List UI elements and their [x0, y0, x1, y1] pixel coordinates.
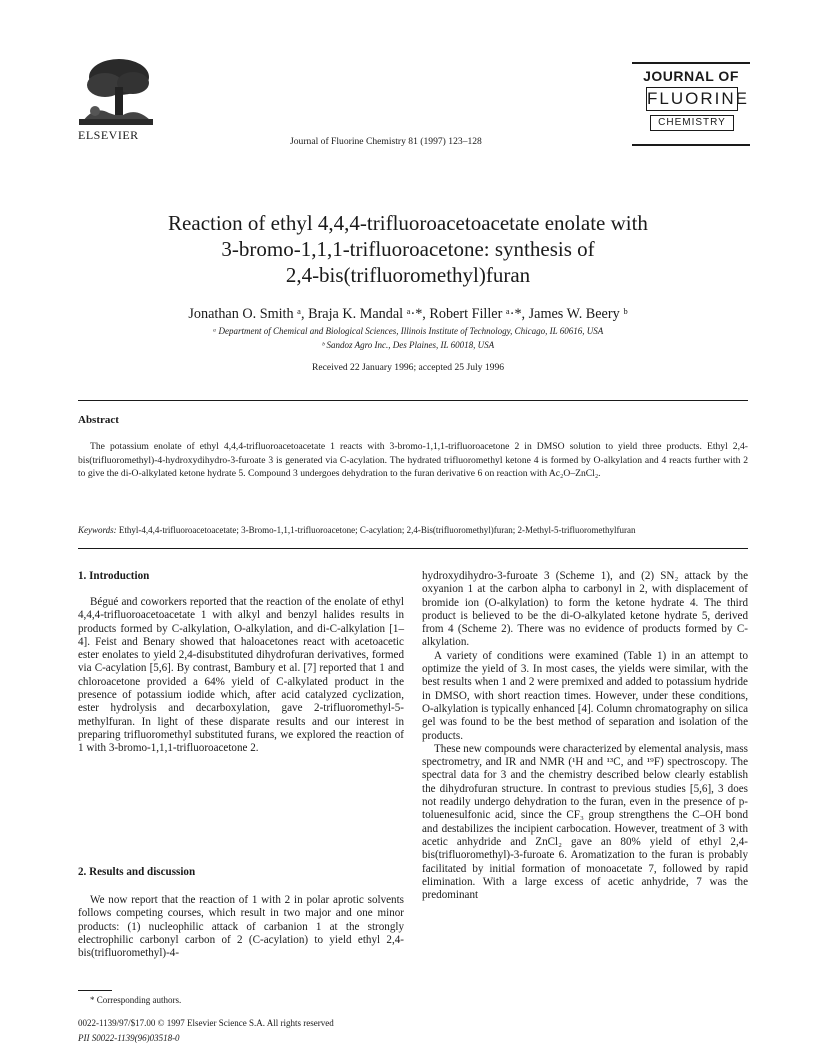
keywords-text: Ethyl-4,4,4-trifluoroacetoacetate; 3-Bromo-1,1,1-trifluoroacetone; C-acylation; 2,4-Bis(trifluoromethyl)furan; 2-Methyl-5-trifluoromethylfuran [118, 525, 636, 535]
journal-logo-line3: CHEMISTRY [650, 115, 734, 131]
journal-logo [632, 60, 750, 152]
keywords [78, 525, 748, 535]
footnote-rule [78, 990, 112, 991]
divider [78, 548, 748, 549]
journal-logo-line1: JOURNAL OF [643, 68, 739, 84]
section-heading-introduction: 1. Introduction [78, 570, 150, 582]
paragraph: A variety of conditions were examined (Table 1) in an attempt to optimize the yield of 3. In most cases, the yields were similar, with the best results when 1 and 2 were premixed and added to potassium hydride in DMSO, with short reaction times. However, under these conditions, O-alkylation is typically enhanced [4]. Column chromatography on silica gel was found to be the best method of separation and isolation of the products. [422, 649, 748, 742]
divider [78, 400, 748, 401]
pii-line: PII S0022-1139(96)03518-0 [78, 1033, 180, 1043]
paper-title [60, 210, 756, 288]
copyright-line: 0022-1139/97/$17.00 © 1997 Elsevier Science S.A. All rights reserved [78, 1018, 334, 1028]
right-column [422, 570, 748, 902]
title-line-3: 2,4-bis(trifluoromethyl)furan [285, 263, 531, 287]
journal-citation: Journal of Fluorine Chemistry 81 (1997) 123–128 [290, 136, 482, 147]
paragraph: We now report that the reaction of 1 with 2 in polar aprotic solvents follows competing courses, which result in two major and one minor products: (1) nucleophilic attack of carbanion 1 at the strongly electrophilic carbonyl carbon of 2 (C-acylation) to yield ethyl 2,4-bis(trifluoromethyl)-4- [78, 894, 404, 960]
paragraph: These new compounds were characterized by elemental analysis, mass spectrometry, and IR and NMR (¹H and ¹³C, and ¹⁹F) spectroscopy. The spectral data for 3 and the chemistry described below clearly establish the dihydrofuran structure. In contrast to previous studies [5,6], 3 does not readily undergo dehydration to the furan, even in the presence of p-toluenesulfonic acid, since the CF₃ group strengthens the C–OH bond and destabilizes the incipient carbocation. However, treatment of 3 with acetic anhydride and ZnCl₂ gave an 80% yield of ethyl 2,4-bis(trifluoromethyl)-3-furoate 6. Aromatization to the furan is probably facilitated by initial formation of monoacetate 7, followed by rapid elimination. With a large excess of acetic anhydride, 7 was the predominant [422, 742, 748, 902]
footnote: * Corresponding authors. [90, 995, 182, 1005]
paragraph: Bégué and coworkers reported that the reaction of the enolate of ethyl 4,4,4-trifluoroacetoacetate 1 with alkyl and benzyl halides results in products formed by C-alkylation, O-alkylation, and di-C-alkylation [1–4]. Feist and Benary showed that haloacetones react with acetoacetic ester enolates to yield 2,4-disubstituted dihydrofuran derivatives, formed via C-acylation [5,6]. By contrast, Bambury et al. [7] reported that 1 and chloroacetone provided a 64% yield of C-alkylated product in the presence of potassium iodide which, after acid catalyzed cyclization, ester hydrolysis and decarboxylation, gave 2-trifluoromethyl-5-methylfuran. In light of these disparate results and our interest in preparing trifluoromethyl substituted furans, we explored the reaction of 1 with 3-bromo-1,1,1-trifluoroacetone 2. [78, 596, 404, 755]
author-list: Jonathan O. Smith ᵃ, Braja K. Mandal ᵃ·*, Robert Filler ᵃ·*, James W. Beery ᵇ [188, 306, 628, 322]
abstract-body: The potassium enolate of ethyl 4,4,4-trifluoroacetoacetate 1 reacts with 3-bromo-1,1,1-trifluoroacetone 2 in DMSO solution to yield three products. Ethyl 2,4-bis(trifluoromethyl)-4-hydroxydihydro-3-furoate 3 is generated via C-acylation. The hydrated trifluoromethyl ketone 4 is formed by O-alkylation and 4 reacts further with 2 to give the di-O-alkylated ketone hydrate 5. Compound 3 undergoes dehydration to the furan derivative 6 on reaction with Ac₂O–ZnCl₂. [78, 441, 748, 480]
publisher-name: ELSEVIER [78, 128, 139, 142]
journal-logo-line2: FLUORINE [646, 87, 738, 111]
paragraph: hydroxydihydro-3-furoate 3 (Scheme 1), and (2) SN₂ attack by the oxyanion 1 at the carbon alpha to carbonyl in 2, with displacement of bromide ion (O-alkylation) to form the ketone hydrate 4. The third product is believed to be the di-O-alkylated ketone hydrate 5, derived from 4 (Scheme 2). There was no evidence of products formed by C-alkylation. [422, 570, 748, 649]
keywords-label: Keywords: [78, 525, 117, 535]
section-heading-results: 2. Results and discussion [78, 866, 196, 878]
elsevier-tree-logo [75, 55, 157, 127]
abstract-heading: Abstract [78, 414, 119, 426]
title-line-1: Reaction of ethyl 4,4,4-trifluoroacetoacetate enolate with [168, 211, 648, 235]
affiliation-b: ᵇ Sandoz Agro Inc., Des Plaines, IL 60018, USA [321, 340, 495, 350]
title-line-2: 3-bromo-1,1,1-trifluoroacetone: synthesis of [221, 237, 595, 261]
introduction-paragraph [78, 596, 404, 756]
received-dates: Received 22 January 1996; accepted 25 July 1996 [311, 362, 505, 373]
affiliation-a: ᵃ Department of Chemical and Biological Sciences, Illinois Institute of Technology, Chicago, IL 60616, USA [212, 326, 604, 336]
results-paragraph [78, 894, 404, 960]
